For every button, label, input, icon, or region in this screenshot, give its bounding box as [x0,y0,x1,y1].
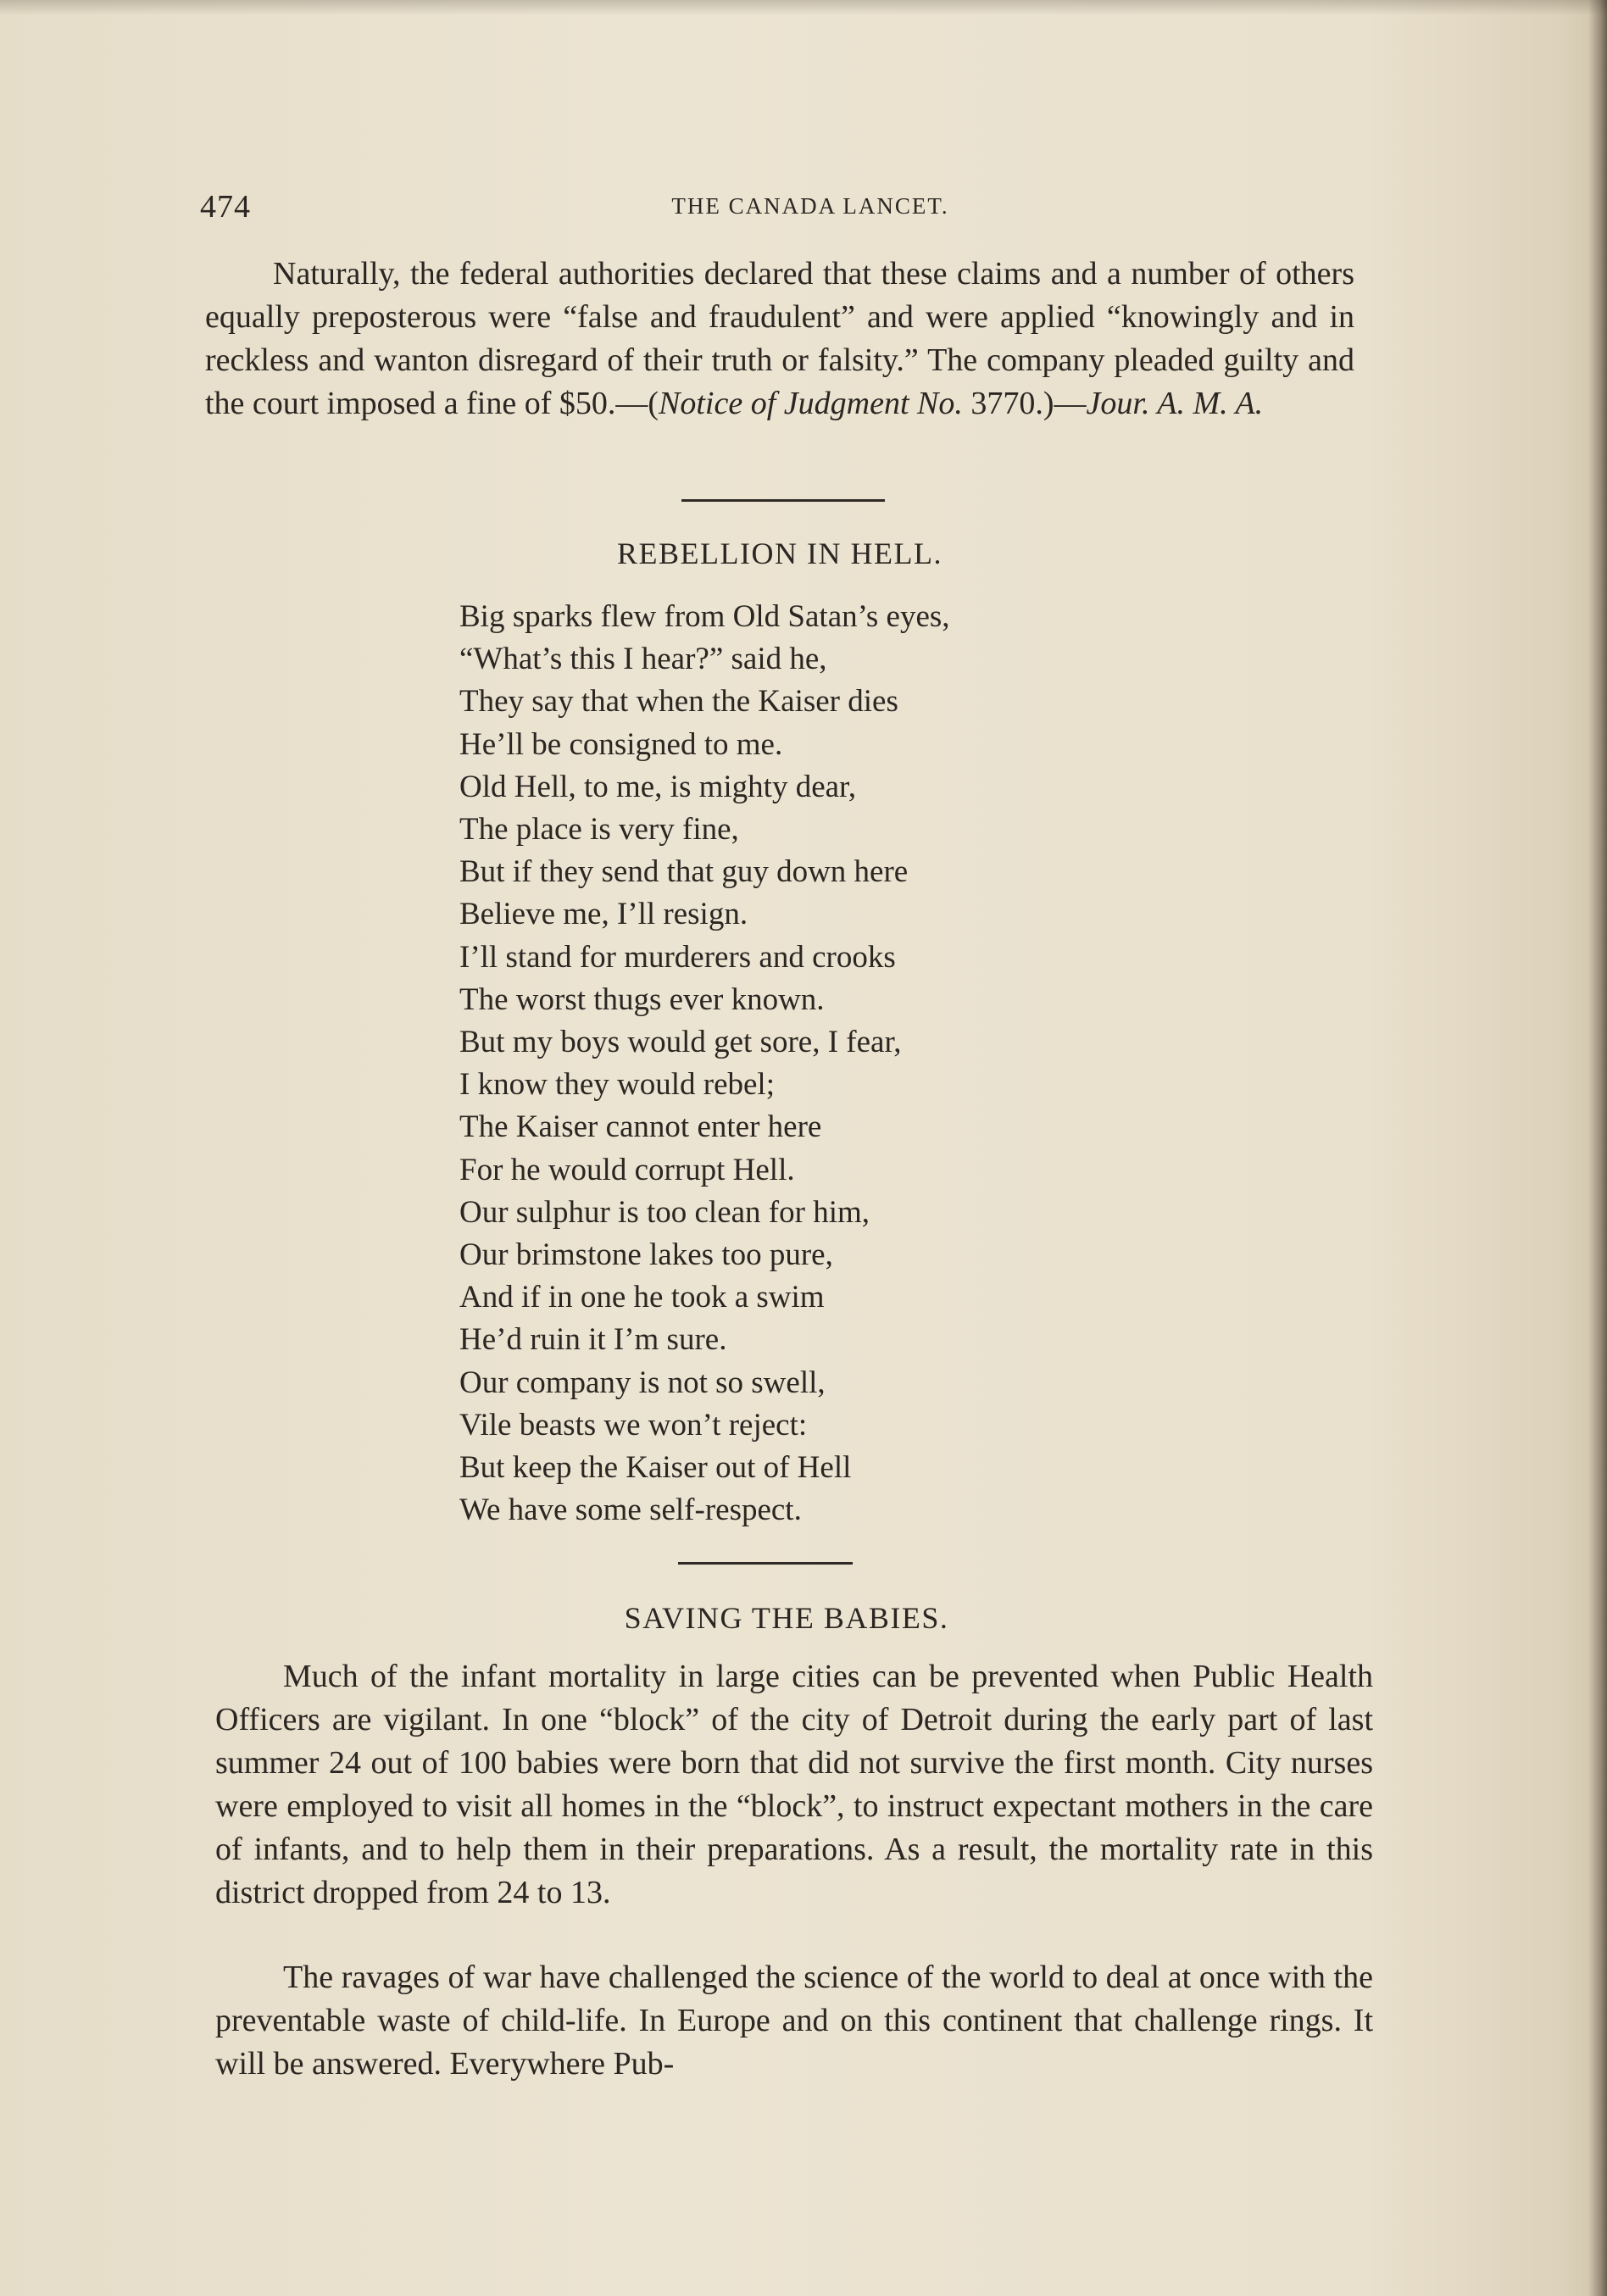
poem-line: But keep the Kaiser out of Hell [459,1450,852,1486]
poem-line: I’ll stand for murderers and crooks [459,939,896,975]
citation-italic: Notice of Judgment No. [659,386,963,421]
babies-paragraph-2: The ravages of war have challenged the science of the world to deal at once with the preventable waste of child-life. In Europe and on this continent that challenge rings. It will be answered. Everywhere Pub- [215,1960,1373,2082]
page-number: 474 [200,189,251,225]
poem-line: We have some self-respect. [459,1493,802,1528]
poem-line: For he would corrupt Hell. [459,1152,795,1187]
poem-line: They say that when the Kaiser dies [459,684,898,720]
section-title-rebellion: REBELLION IN HELL. [617,536,943,570]
poem-line: Our brimstone lakes too pure, [459,1237,833,1273]
poem-line: “What’s this I hear?” said he, [459,642,827,677]
poem-line: He’ll be consigned to me. [459,726,783,762]
poem-line: Big sparks flew from Old Satan’s eyes, [459,599,950,634]
poem-line: I know they would rebel; [459,1067,775,1103]
poem [459,596,950,1532]
poem-line: And if in one he took a swim [459,1280,825,1315]
poem-line: Believe me, I’ll resign. [459,897,748,932]
source-citation: Jour. A. M. A. [1086,386,1264,421]
poem-line: The place is very fine, [459,812,739,848]
poem-line: Vile beasts we won’t reject: [459,1407,808,1443]
page-binding-edge [1588,0,1607,2296]
poem-line: But my boys would get sore, I fear, [459,1025,902,1060]
page-header [200,188,1370,239]
poem-line: Our sulphur is too clean for him, [459,1194,870,1230]
section-divider [678,1562,853,1565]
section-title-babies: SAVING THE BABIES. [624,1601,949,1635]
poem-line: Old Hell, to me, is mighty dear, [459,769,857,804]
babies-paragraph-1: Much of the infant mortality in large cities can be prevented when Public Health Officers are vigilant. In one “block” of the city of Detroit during the early part of last summer 24 out of 100 babies were born that did not survive the first month. City nurses were employed to visit all homes in the “block”, to instruct expectant mothers in the care of infants, and to help them in their preparations. As a result, the mortality rate in this district dropped from 24 to 13. [215,1659,1373,1910]
poem-line: But if they send that guy down here [459,854,909,890]
section-divider [681,499,885,502]
poem-line: The worst thugs ever known. [459,981,825,1017]
poem-line: Our company is not so swell, [459,1365,826,1400]
page-top-shadow [0,0,1607,15]
opening-text: Naturally, the federal authorities declared that these claims and a number of others equally preposterous were “false and fraudulent” and were applied “knowingly and in reckless and wanton disregard of their truth or falsity.” The company pleaded guilty and the court imposed a fine of $50.—( [205,256,1354,421]
opening-paragraph [205,253,1354,425]
poem-line: The Kaiser cannot enter here [459,1109,822,1145]
citation-number: 3770.)— [962,386,1087,421]
poem-line: He’d ruin it I’m sure. [459,1322,727,1358]
running-head: THE CANADA LANCET. [671,193,949,219]
